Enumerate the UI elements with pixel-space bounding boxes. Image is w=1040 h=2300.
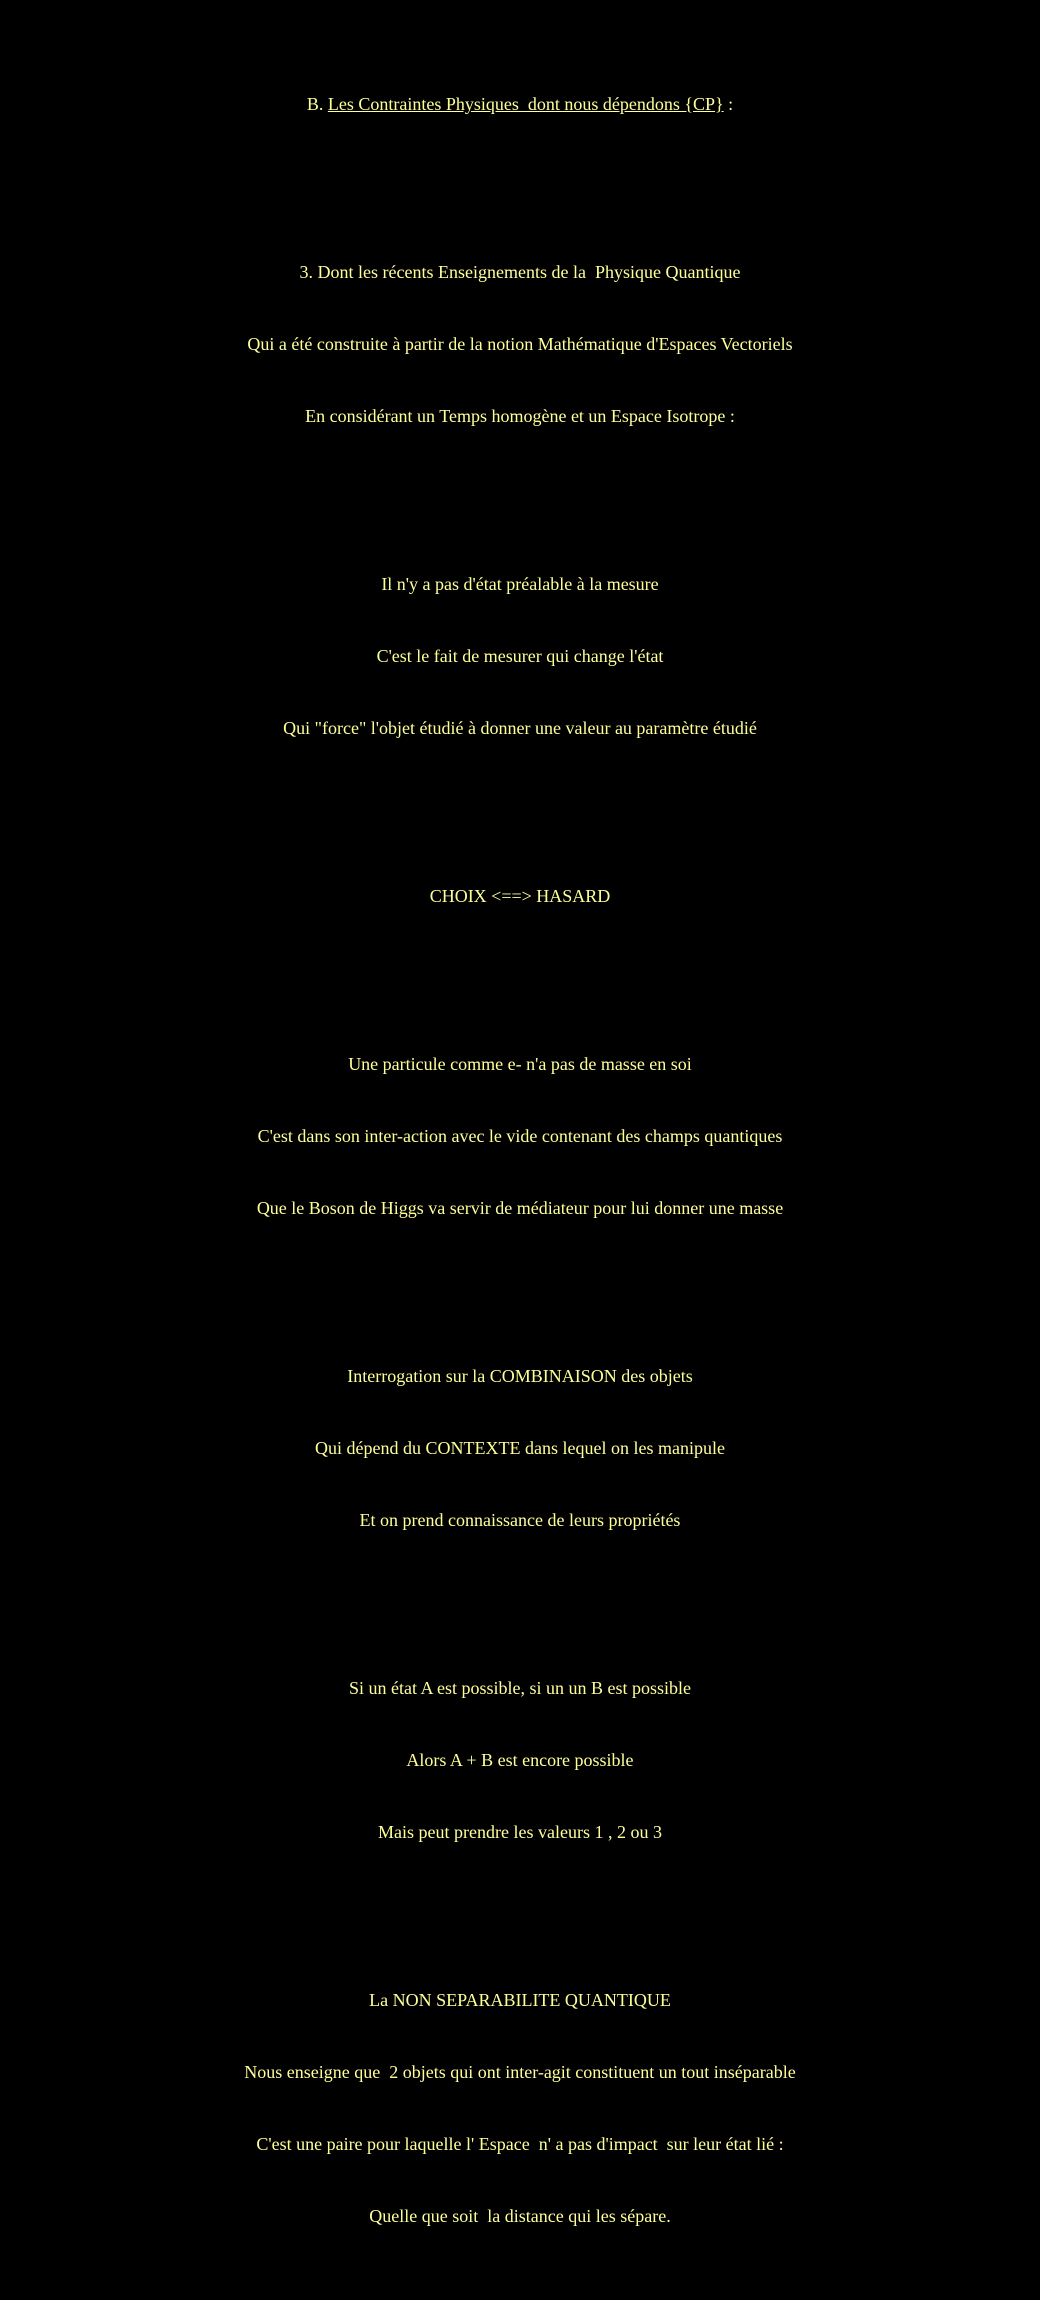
- text-line: Alors A + B est encore possible: [406, 1750, 634, 1770]
- text-line: Interrogation sur la COMBINAISON des objets: [347, 1366, 693, 1386]
- text-line: Une particule comme e- n'a pas de masse en soi: [348, 1054, 692, 1074]
- text-line: Si un état A est possible, si un un B est possible: [348, 1678, 691, 1698]
- spacer: [0, 1580, 1040, 1604]
- text-line: Qui "force" l'objet étudié à donner une valeur au paramètre étudié: [283, 718, 757, 738]
- text-line: Nous enseigne que 2 objets qui ont inter-agit constituent un tout inséparable: [244, 2062, 796, 2082]
- text-line: La NON SEPARABILITE QUANTIQUE: [369, 1990, 671, 2010]
- heading-line: [0, 92, 1040, 116]
- text-line: Quelle que soit la distance qui les sépare.: [369, 2206, 671, 2226]
- text-line: Il n'y a pas d'état préalable à la mesure: [381, 574, 659, 594]
- heading-link[interactable]: Les Contraintes Physiques dont nous dépendons {CP}: [327, 94, 724, 114]
- text-line: En considérant un Temps homogène et un Espace Isotrope :: [305, 406, 735, 426]
- text-line: C'est une paire pour laquelle l' Espace n' a pas d'impact sur leur état lié :: [256, 2134, 784, 2154]
- text-line: Que le Boson de Higgs va servir de médiateur pour lui donner une masse: [256, 1198, 784, 1218]
- document-text: [0, 20, 1040, 2300]
- spacer: [0, 788, 1040, 812]
- spacer: [0, 164, 1040, 188]
- text-line: Qui a été construite à partir de la notion Mathématique d'Espaces Vectoriels: [247, 334, 793, 354]
- heading-prefix: B.: [306, 94, 328, 114]
- text-line: C'est dans son inter-action avec le vide contenant des champs quantiques: [257, 1126, 783, 1146]
- spacer: [0, 1268, 1040, 1292]
- choix-hasard-line: CHOIX <==> HASARD: [429, 886, 611, 906]
- spacer: [0, 476, 1040, 500]
- heading-suffix: :: [723, 94, 734, 114]
- text-line: Qui dépend du CONTEXTE dans lequel on les manipule: [315, 1438, 725, 1458]
- text-line: Mais peut prendre les valeurs 1 , 2 ou 3: [378, 1822, 662, 1842]
- text-line: C'est le fait de mesurer qui change l'état: [376, 646, 664, 666]
- text-line: 3. Dont les récents Enseignements de la Physique Quantique: [299, 262, 741, 282]
- spacer: [0, 956, 1040, 980]
- spacer: [0, 1892, 1040, 1916]
- text-line: Et on prend connaissance de leurs propriétés: [359, 1510, 681, 1530]
